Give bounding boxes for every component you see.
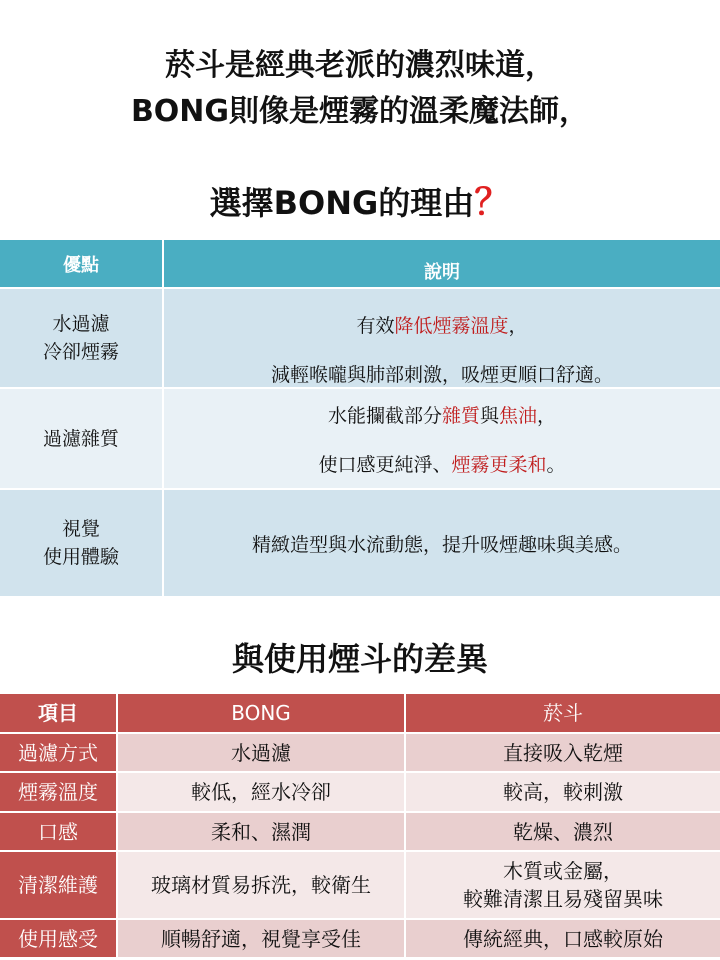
advantage-name-line: 使用體驗: [42, 546, 119, 568]
desc-highlight: 煙霧更柔和: [451, 453, 547, 476]
desc-highlight: 降低煙霧溫度: [394, 315, 509, 337]
comparison-table: [0, 694, 720, 959]
desc-text: 有效: [356, 315, 395, 337]
bong-cell: 順暢舒適，視覺享受佳: [118, 920, 406, 957]
reasons-table: [0, 240, 720, 596]
header-item: 項目: [0, 694, 118, 732]
item-cell: 使用感受: [0, 920, 118, 957]
question-mark: ？: [474, 182, 511, 223]
section-title-reasons: [0, 180, 720, 226]
header-advantage: 優點: [0, 240, 164, 287]
headline-line-2: BONG則像是煙霧的溫柔魔法師，: [130, 94, 590, 129]
desc-highlight: 焦油: [499, 404, 538, 427]
description-line: 減輕喉嚨與肺部刺激，吸煙更順口舒適。: [270, 364, 613, 386]
pipe-cell: [406, 813, 720, 850]
pipe-cell: [406, 734, 720, 771]
desc-text: 使口感更純淨、: [318, 453, 452, 476]
pipe-line: 直接吸入乾煙: [503, 740, 623, 765]
comparison-row: [0, 852, 720, 920]
bong-cell: 水過濾: [118, 734, 406, 771]
advantage-cell: [0, 289, 164, 387]
header-bong: BONG: [118, 694, 406, 732]
desc-text: 水能攔截部分: [327, 404, 442, 427]
description-line: [318, 450, 565, 477]
section-title-text: 選擇BONG的理由: [209, 184, 475, 222]
reasons-row: [0, 488, 720, 596]
advantage-cell: [0, 490, 164, 596]
comparison-row: [0, 813, 720, 852]
comparison-row: [0, 773, 720, 813]
bong-cell: 玻璃材質易拆洗，較衛生: [118, 852, 406, 918]
reasons-row: [0, 387, 720, 488]
item-cell: 煙霧溫度: [0, 773, 118, 811]
pipe-line: 乾燥、濃烈: [513, 819, 613, 844]
pipe-cell: [406, 773, 720, 811]
bong-cell: 較低，經水冷卻: [118, 773, 406, 811]
desc-text: ，: [537, 404, 557, 427]
advantage-name-line: 冷卻煙霧: [42, 341, 119, 363]
header-pipe: 菸斗: [406, 694, 720, 732]
pipe-line: 較高，較刺激: [503, 780, 623, 804]
section-title-differences: 與使用煙斗的差異: [231, 640, 488, 678]
headline-line-1: 菸斗是經典老派的濃烈味道，: [165, 48, 555, 83]
comparison-row: [0, 920, 720, 959]
description-cell: [164, 490, 720, 596]
desc-text: 。: [546, 453, 566, 476]
desc-text: ，: [508, 315, 528, 337]
desc-highlight: 雜質: [441, 404, 480, 427]
item-cell: 清潔維護: [0, 852, 118, 918]
description-line: 精緻造型與水流動態，提升吸煙趣味與美感。: [251, 533, 632, 556]
advantage-cell: [0, 389, 164, 488]
pipe-cell: [406, 852, 720, 918]
pipe-cell: [406, 920, 720, 957]
advantage-name-line: 視覺: [61, 518, 100, 540]
comparison-header: [0, 694, 720, 734]
reasons-table-header: [0, 240, 720, 287]
item-cell: 過濾方式: [0, 734, 118, 771]
item-cell: 口感: [0, 813, 118, 850]
description-cell: [164, 389, 720, 488]
bong-cell: 柔和、濕潤: [118, 813, 406, 850]
advantage-name-line: 過濾雜質: [42, 427, 119, 450]
description-line: [356, 311, 527, 338]
pipe-line: 木質或金屬，: [503, 859, 623, 883]
pipe-line: 傳統經典，口感較原始: [463, 926, 663, 951]
advantage-name-line: 水過濾: [52, 313, 110, 335]
desc-text: 與: [479, 404, 499, 427]
reasons-row: [0, 287, 720, 387]
header-description: 說明: [424, 261, 460, 283]
comparison-row: [0, 734, 720, 773]
pipe-line: 較難清潔且易殘留異味: [463, 887, 663, 911]
description-line: [328, 401, 556, 428]
description-cell: [164, 289, 720, 387]
